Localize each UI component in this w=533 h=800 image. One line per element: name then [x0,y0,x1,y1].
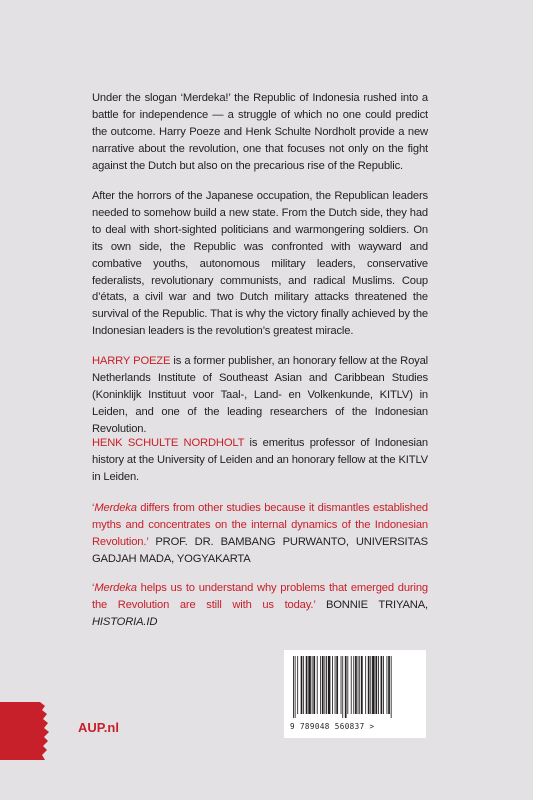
barcode-bar [359,656,360,714]
quote-1-text: differs from other studies because it dismantles established myths and concentrates on the internal dynamics of the Indonesian Revolution.’ [92,502,428,548]
quote-1-open: ‘ [92,502,95,514]
blurb-paragraph-2: After the horrors of the Japanese occupation, the Republican leaders needed to somehow build a new state. From the Dutch side, they had to deal with short-sighted politicians and warmongering soldiers. On its own side, the Republic was confronted with wayward and combative youths, autonomous military leaders, conservative federalists, revolutionary communists, and radical Muslims. Coup d’états, a civil war and two Dutch military attacks threatened the survival of the Republic. That is why the victory finally achieved by the Indonesian leaders is the revolution’s greatest miracle. [92,190,428,338]
author-bio-nordholt-text: is emeritus professor of Indonesian history at the University of Leiden and an honorary fellow at the KITLV in Leiden. [92,437,428,483]
quote-2-book-title: Merdeka [94,582,137,594]
barcode-bar [370,656,371,714]
barcode-bar [306,656,308,714]
barcode-bar [301,656,303,714]
author-name-nordholt: HENK SCHULTE NORDHOLT [92,437,245,449]
endorsement-quote-1 [92,500,428,568]
quote-2-attribution-publication: HISTORIA.ID [92,615,158,628]
barcode-bar [293,656,294,718]
barcode-bar [353,656,354,714]
barcode-bar [368,656,370,714]
barcode-bars [292,656,418,718]
barcode-bar [326,656,327,714]
barcode-bar [313,656,315,714]
barcode-bar [322,656,324,714]
barcode-bar [387,656,388,714]
quote-2-text: helps us to understand why problems that emerged during the Revolution are still with us today.’ [92,582,428,611]
barcode-bar [312,656,313,714]
barcode-bar [351,656,352,714]
barcode-bar [375,656,377,714]
author-name-poeze: HARRY POEZE [92,355,171,367]
barcode-bar [332,656,333,714]
barcode-bar [297,656,298,714]
quote-1-book-title: Merdeka [94,502,137,514]
barcode-bar [336,656,338,714]
barcode-bar [335,656,336,714]
barcode-bar [308,656,311,714]
author-bio-nordholt [92,435,428,486]
barcode-bar [355,656,357,714]
barcode-bar [317,656,318,714]
barcode-bar [320,656,321,714]
quote-1-attribution: PROF. DR. BAMBANG PURWANTO, UNIVERSITAS GADJAH MADA, YOGYAKARTA [92,535,428,565]
barcode-bar [328,656,331,714]
barcode-bar [342,656,343,718]
blurb-paragraph-1: Under the slogan ‘Merdeka!’ the Republic of Indonesia rushed into a battle for independence — a struggle of which no one could predict the outcome. Harry Poeze and Henk Schulte Nordholt provide a new narrative about the revolution, one that focuses not only on the fight against the Dutch but also on the precarious rise of the Republic. [92,92,428,172]
isbn-digits: 9 789048 560837 > [290,722,375,731]
barcode-bar [303,656,304,714]
barcode-bar [324,656,325,714]
author-bio-poeze [92,353,428,438]
barcode-bar [378,656,379,714]
barcode-bar [391,656,392,718]
quote-2-attribution: BONNIE TRIYANA, [315,598,428,611]
author-bio-poeze-text: is a former publisher, an honorary fellow at the Royal Netherlands Institute of Southeast Asian and Caribbean Studies (Koninklijk Instituut voor Taal-, Land- en Volkenkunde, KITLV) in Leiden, and one of the leading researchers of the Indonesian Revolution. [92,355,428,435]
isbn-barcode [284,650,426,738]
barcode-bar [295,656,296,718]
barcode-bar [383,656,384,714]
barcode-bar [345,656,347,718]
barcode-bar [361,656,363,714]
endorsement-quote-2 [92,580,428,631]
publisher-logo-tab [0,702,52,760]
quote-2-open: ‘ [92,582,95,594]
barcode-bar [388,656,390,714]
barcode-bar [365,656,366,714]
barcode-bar [347,656,348,714]
barcode-bar [341,656,342,714]
barcode-bar [372,656,375,714]
barcode-bar [381,656,383,714]
barcode-bar [358,656,359,714]
publisher-link[interactable]: AUP.nl [78,720,119,735]
